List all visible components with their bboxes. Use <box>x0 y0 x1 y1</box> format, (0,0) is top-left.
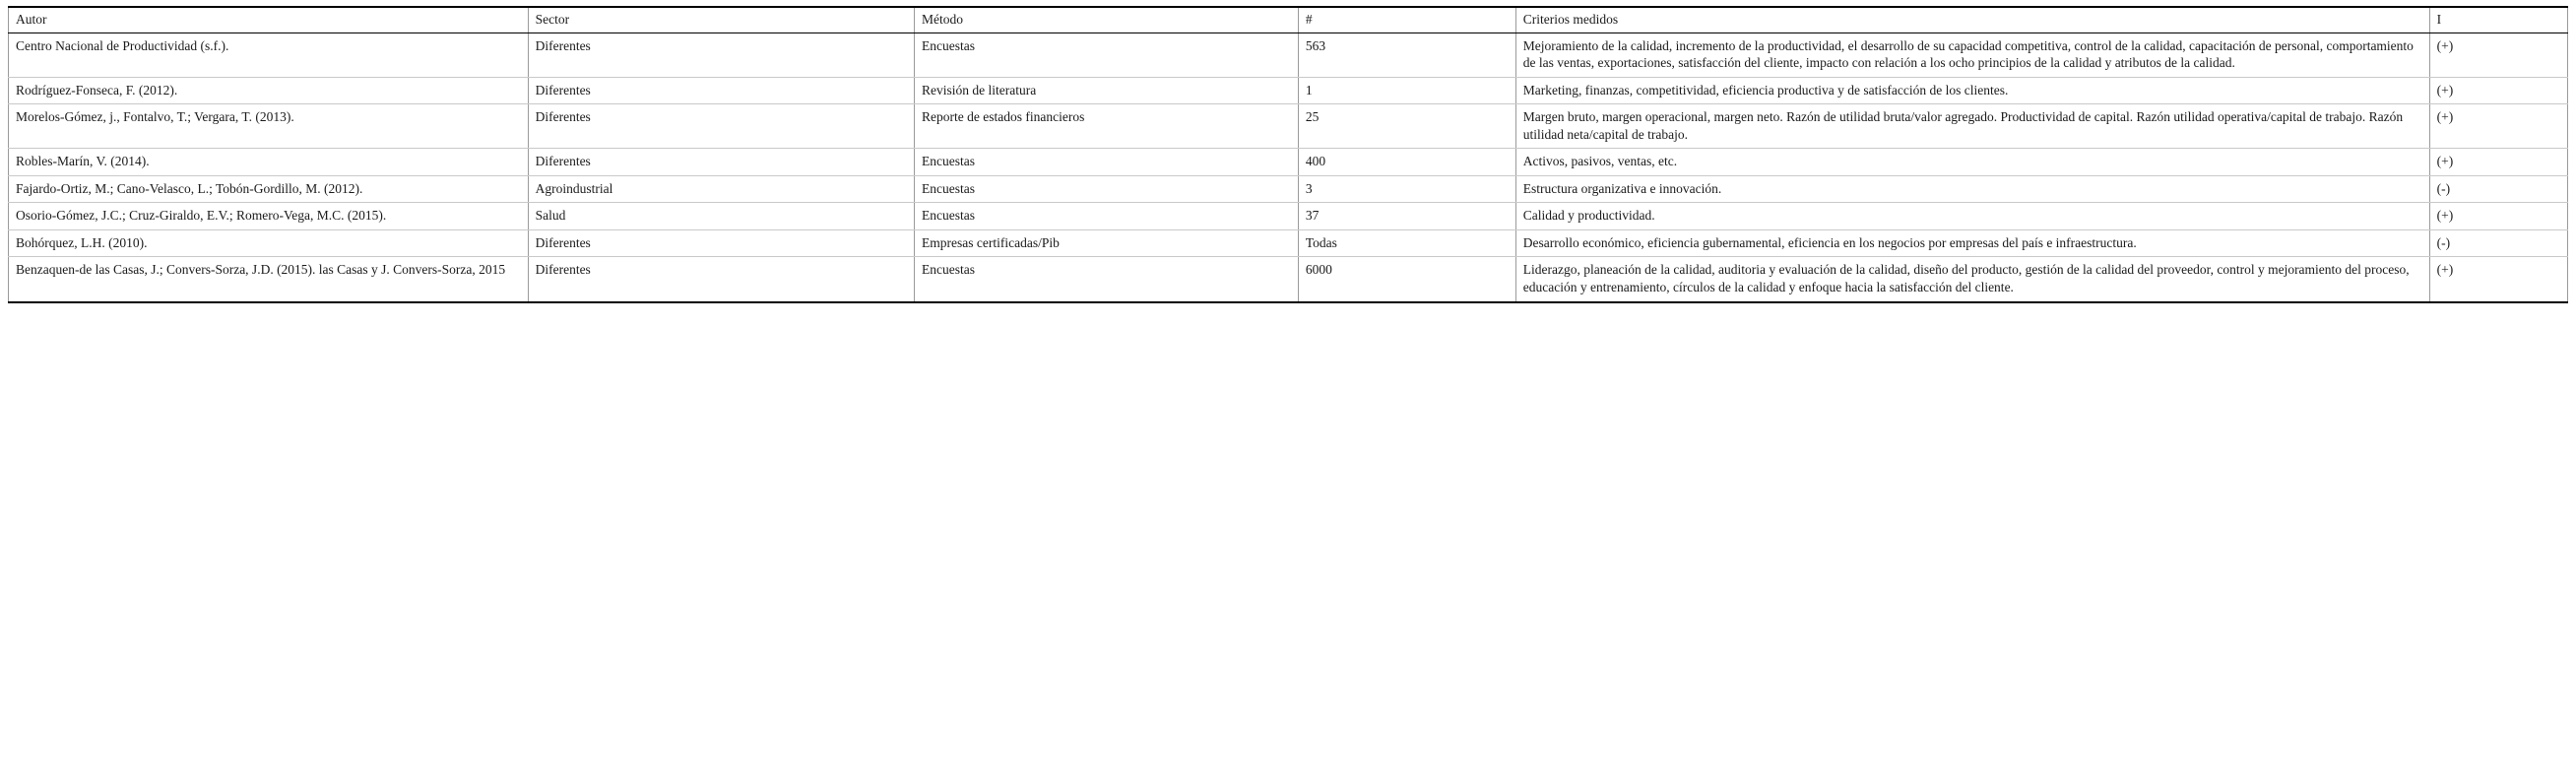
column-header-count: # <box>1298 7 1515 33</box>
table-cell-sector: Diferentes <box>528 33 914 77</box>
table-cell-impacto: (-) <box>2429 229 2567 257</box>
table-cell-criterios: Activos, pasivos, ventas, etc. <box>1515 149 2429 176</box>
table-cell-count: 563 <box>1298 33 1515 77</box>
table-row <box>9 104 2568 149</box>
table-cell-count: 37 <box>1298 203 1515 230</box>
table-cell-count: 400 <box>1298 149 1515 176</box>
table-cell-impacto: (+) <box>2429 203 2567 230</box>
table-cell-criterios: Desarrollo económico, eficiencia gubernamental, eficiencia en los negocios por empresas del país e infraestructura. <box>1515 229 2429 257</box>
table-cell-impacto: (-) <box>2429 175 2567 203</box>
column-header-autor: Autor <box>9 7 529 33</box>
table-row <box>9 33 2568 77</box>
table-row <box>9 149 2568 176</box>
table-cell-sector: Diferentes <box>528 77 914 104</box>
table-cell-metodo: Encuestas <box>915 149 1299 176</box>
table-cell-autor: Benzaquen-de las Casas, J.; Convers-Sorza, J.D. (2015). las Casas y J. Convers-Sorza, 2015 <box>16 262 506 278</box>
table-body <box>9 33 2568 302</box>
table-cell-sector: Diferentes <box>528 229 914 257</box>
page <box>0 0 2576 303</box>
table-cell-impacto: (+) <box>2429 33 2567 77</box>
table-cell-impacto: (+) <box>2429 104 2567 149</box>
table-cell-autor: Robles-Marín, V. (2014). <box>9 149 529 176</box>
table-cell-metodo: Encuestas <box>915 257 1299 302</box>
table-row <box>9 175 2568 203</box>
table-cell-criterios: Estructura organizativa e innovación. <box>1515 175 2429 203</box>
table-cell-criterios: Mejoramiento de la calidad, incremento de la productividad, el desarrollo de su capacidad competitiva, control de la calidad, capacitación de personal, comportamiento de las ventas, exportaciones, satisfacción del cliente, impacto con relación a los ocho principios de la calidad y atributos de la calidad. <box>1515 33 2429 77</box>
table-cell-sector: Diferentes <box>528 257 914 302</box>
table-cell-criterios: Liderazgo, planeación de la calidad, auditoria y evaluación de la calidad, diseño del producto, gestión de la calidad del proveedor, control y mejoramiento del proceso, educación y entrenamiento, círculos de la calidad y enfoque hacia la satisfacción del cliente. <box>1515 257 2429 302</box>
table-cell-autor: Morelos-Gómez, j., Fontalvo, T.; Vergara, T. (2013). <box>9 104 529 149</box>
table-cell-impacto: (+) <box>2429 257 2567 302</box>
table-cell-metodo: Encuestas <box>915 203 1299 230</box>
table-cell-sector: Salud <box>528 203 914 230</box>
column-header-criterios: Criterios medidos <box>1515 7 2429 33</box>
table-cell-autor: Rodríguez-Fonseca, F. (2012). <box>9 77 529 104</box>
table-cell-criterios: Marketing, finanzas, competitividad, eficiencia productiva y de satisfacción de los clientes. <box>1515 77 2429 104</box>
table-row <box>9 257 2568 302</box>
column-header-sector: Sector <box>528 7 914 33</box>
table-cell-autor: Bohórquez, L.H. (2010). <box>9 229 529 257</box>
table-cell-impacto: (+) <box>2429 149 2567 176</box>
table-cell-metodo: Revisión de literatura <box>915 77 1299 104</box>
table-cell-metodo: Encuestas <box>915 175 1299 203</box>
results-table <box>8 6 2568 303</box>
table-cell-sector: Agroindustrial <box>528 175 914 203</box>
table-cell-criterios: Calidad y productividad. <box>1515 203 2429 230</box>
table-row <box>9 203 2568 230</box>
table-cell-count: 6000 <box>1298 257 1515 302</box>
table-cell-impacto: (+) <box>2429 77 2567 104</box>
table-row <box>9 77 2568 104</box>
table-cell-autor: Centro Nacional de Productividad (s.f.). <box>9 33 529 77</box>
table-row <box>9 229 2568 257</box>
column-header-impacto: I <box>2429 7 2567 33</box>
table-header <box>9 7 2568 33</box>
table-cell-autor: Fajardo-Ortiz, M.; Cano-Velasco, L.; Tobón-Gordillo, M. (2012). <box>9 175 529 203</box>
table-cell-sector: Diferentes <box>528 104 914 149</box>
table-cell-metodo: Empresas certificadas/Pib <box>915 229 1299 257</box>
column-header-metodo: Método <box>915 7 1299 33</box>
table-cell-autor: Osorio-Gómez, J.C.; Cruz-Giraldo, E.V.; Romero-Vega, M.C. (2015). <box>9 203 529 230</box>
table-cell-count: Todas <box>1298 229 1515 257</box>
table-cell-criterios: Margen bruto, margen operacional, margen neto. Razón de utilidad bruta/valor agregado. Productividad de capital. Razón utilidad operativa/capital de trabajo. Razón utilidad neta/capital de trabajo. <box>1515 104 2429 149</box>
table-cell-sector: Diferentes <box>528 149 914 176</box>
table-cell-count: 3 <box>1298 175 1515 203</box>
table-cell-count: 1 <box>1298 77 1515 104</box>
table-cell-count: 25 <box>1298 104 1515 149</box>
table-cell-metodo: Reporte de estados financieros <box>915 104 1299 149</box>
table-header-row <box>9 7 2568 33</box>
table-cell-metodo: Encuestas <box>915 33 1299 77</box>
